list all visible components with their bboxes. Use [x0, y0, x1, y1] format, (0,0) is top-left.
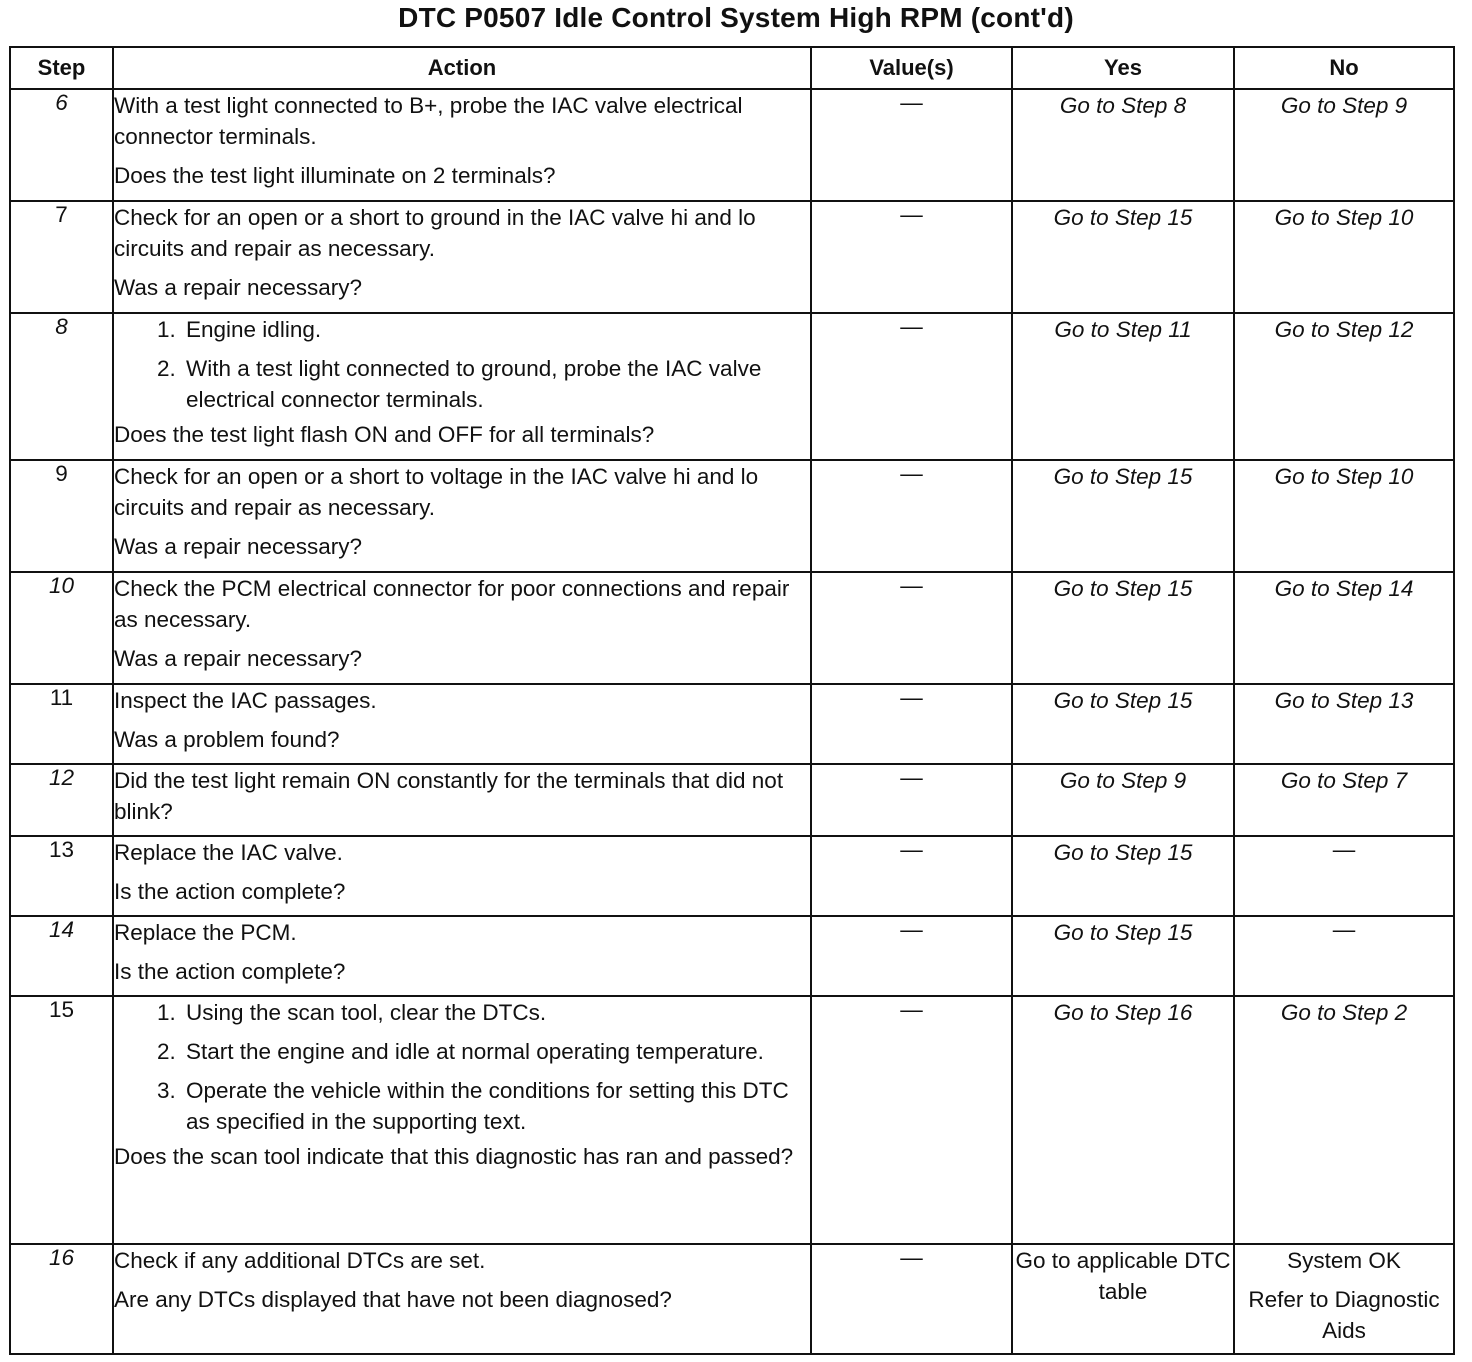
action-cell: [113, 201, 811, 313]
value-cell: —: [811, 916, 1012, 996]
action-question: Does the scan tool indicate that this diagnostic has ran and passed?: [114, 1144, 794, 1169]
action-question: Was a repair necessary?: [114, 534, 363, 559]
step-number: 15: [10, 996, 113, 1244]
action-text: Check for an open or a short to voltage in the IAC valve hi and lo circuits and repair as necessary.: [114, 464, 759, 520]
step-number: 10: [10, 572, 113, 684]
yes-cell: Go to Step 16: [1012, 996, 1234, 1244]
action-cell: [113, 836, 811, 916]
value-cell: —: [811, 1244, 1012, 1354]
action-question: Did the test light remain ON constantly for the terminals that did not blink?: [114, 768, 784, 824]
action-question: Does the test light illuminate on 2 terminals?: [114, 163, 556, 188]
no-cell: Go to Step 10: [1234, 460, 1454, 572]
action-text: Check the PCM electrical connector for poor connections and repair as necessary.: [114, 576, 790, 632]
table-row: [10, 836, 1454, 916]
value-cell: —: [811, 836, 1012, 916]
no-cell: Go to Step 14: [1234, 572, 1454, 684]
no-line: Refer to Diagnostic Aids: [1248, 1287, 1440, 1343]
yes-cell: Go to Step 15: [1012, 916, 1234, 996]
step-number: 13: [10, 836, 113, 916]
table-row: [10, 916, 1454, 996]
list-item: 1. Using the scan tool, clear the DTCs.: [182, 997, 810, 1028]
step-number: 12: [10, 764, 113, 836]
list-item: 3. Operate the vehicle within the conditions for setting this DTC as specified in the supporting text.: [182, 1075, 810, 1137]
table-row: [10, 764, 1454, 836]
value-cell: —: [811, 996, 1012, 1244]
no-cell: [1234, 1244, 1454, 1354]
action-text: With a test light connected to B+, probe the IAC valve electrical connector terminals.: [114, 93, 743, 149]
action-cell: [113, 764, 811, 836]
yes-cell: Go to Step 15: [1012, 836, 1234, 916]
action-cell: [113, 996, 811, 1244]
table-row: [10, 684, 1454, 764]
action-question: Is the action complete?: [114, 879, 346, 904]
table-row: [10, 1244, 1454, 1354]
no-cell: Go to Step 13: [1234, 684, 1454, 764]
yes-cell: Go to Step 15: [1012, 684, 1234, 764]
step-number: 16: [10, 1244, 113, 1354]
yes-cell: Go to Step 8: [1012, 89, 1234, 201]
value-cell: —: [811, 89, 1012, 201]
action-question: Was a repair necessary?: [114, 275, 363, 300]
action-cell: [113, 684, 811, 764]
value-cell: —: [811, 684, 1012, 764]
yes-cell: Go to Step 11: [1012, 313, 1234, 460]
action-steps-list: [114, 314, 810, 415]
header-no: No: [1234, 47, 1454, 89]
step-number: 14: [10, 916, 113, 996]
no-cell: —: [1234, 916, 1454, 996]
step-number: 7: [10, 201, 113, 313]
value-cell: —: [811, 313, 1012, 460]
action-question: Was a repair necessary?: [114, 646, 363, 671]
yes-cell: Go to Step 15: [1012, 572, 1234, 684]
action-steps-list: [114, 997, 810, 1137]
table-row: [10, 89, 1454, 201]
value-cell: —: [811, 572, 1012, 684]
action-cell: [113, 572, 811, 684]
step-number: 11: [10, 684, 113, 764]
list-item: 1. Engine idling.: [182, 314, 810, 345]
value-cell: —: [811, 764, 1012, 836]
diagnostic-table: [9, 46, 1455, 1355]
action-cell: [113, 1244, 811, 1354]
yes-cell: Go to Step 9: [1012, 764, 1234, 836]
header-step: Step: [10, 47, 113, 89]
yes-cell: Go to Step 15: [1012, 201, 1234, 313]
action-text: Check if any additional DTCs are set.: [114, 1248, 486, 1273]
table-row: [10, 313, 1454, 460]
no-cell: —: [1234, 836, 1454, 916]
step-number: 8: [10, 313, 113, 460]
action-text: Replace the IAC valve.: [114, 840, 343, 865]
no-line: System OK: [1287, 1248, 1401, 1273]
action-question: Was a problem found?: [114, 727, 340, 752]
header-values: Value(s): [811, 47, 1012, 89]
action-text: Inspect the IAC passages.: [114, 688, 377, 713]
action-question: Are any DTCs displayed that have not been diagnosed?: [114, 1287, 672, 1312]
action-cell: [113, 460, 811, 572]
action-text: Replace the PCM.: [114, 920, 297, 945]
table-header-row: [10, 47, 1454, 89]
table-row: [10, 460, 1454, 572]
no-cell: Go to Step 10: [1234, 201, 1454, 313]
step-number: 6: [10, 89, 113, 201]
table-row: [10, 201, 1454, 313]
action-question: Does the test light flash ON and OFF for all terminals?: [114, 422, 655, 447]
list-item: 2. Start the engine and idle at normal operating temperature.: [182, 1036, 810, 1067]
no-cell: Go to Step 2: [1234, 996, 1454, 1244]
action-question: Is the action complete?: [114, 959, 346, 984]
value-cell: —: [811, 460, 1012, 572]
table-row: [10, 572, 1454, 684]
yes-cell: Go to Step 15: [1012, 460, 1234, 572]
header-action: Action: [113, 47, 811, 89]
yes-cell: Go to applicable DTC table: [1012, 1244, 1234, 1354]
no-cell: Go to Step 9: [1234, 89, 1454, 201]
action-cell: [113, 916, 811, 996]
action-cell: [113, 89, 811, 201]
table-row: [10, 996, 1454, 1244]
action-cell: [113, 313, 811, 460]
action-text: Check for an open or a short to ground in the IAC valve hi and lo circuits and repair as necessary.: [114, 205, 756, 261]
header-yes: Yes: [1012, 47, 1234, 89]
page-title: DTC P0507 Idle Control System High RPM (cont'd): [398, 2, 1074, 33]
list-item: 2. With a test light connected to ground, probe the IAC valve electrical connector terminals.: [182, 353, 810, 415]
step-number: 9: [10, 460, 113, 572]
value-cell: —: [811, 201, 1012, 313]
no-cell: Go to Step 7: [1234, 764, 1454, 836]
no-cell: Go to Step 12: [1234, 313, 1454, 460]
